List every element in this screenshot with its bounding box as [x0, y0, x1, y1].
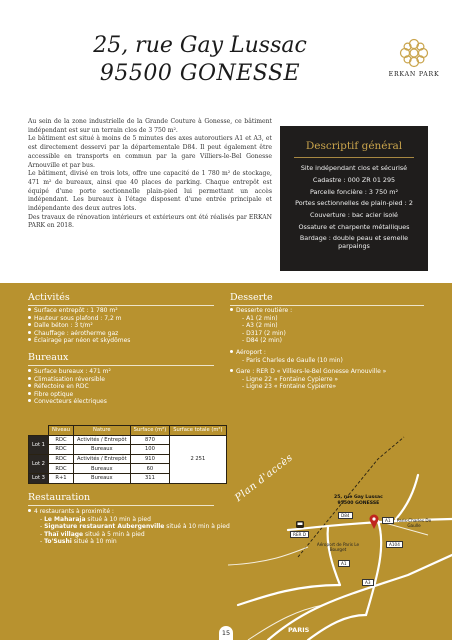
list-item-text: A1 (2 min) — [246, 314, 278, 322]
bureaux-list — [28, 368, 111, 406]
list-item-text: Gare : RER D « Villiers-le-Bel Gonesse Arnouville » — [236, 368, 387, 376]
list-item: - A1 (2 min) — [242, 314, 278, 322]
list-item — [28, 398, 111, 406]
table-cell: RDC — [48, 464, 73, 474]
table-cell: 870 — [130, 435, 170, 445]
descriptif-box — [280, 126, 428, 271]
ornament-icon — [399, 38, 429, 68]
bourget-label: Aéroport de Paris Le Bourget — [316, 542, 360, 552]
list-item: - D317 (2 min) — [242, 329, 286, 337]
lot-cell: Lot 2 — [29, 454, 49, 473]
list-item-text: Paris Charles de Gaulle (10 min) — [246, 356, 343, 364]
table-cell: Bureaux — [74, 473, 131, 483]
map-address — [334, 495, 383, 506]
bullet-icon — [28, 392, 31, 395]
location-pin-icon — [370, 515, 379, 530]
list-item: - D84 (2 min) — [242, 337, 282, 345]
intro-paragraph: Des travaux de rénovation intérieurs et extérieurs ont été réalisés par ERKAN PARK en 2018. — [28, 213, 272, 230]
bullet-icon — [28, 308, 31, 311]
list-item — [28, 307, 130, 315]
list-item-text: A3 (2 min) — [246, 322, 278, 330]
descriptif-item: Portes sectionnelles de plain-pied : 2 — [295, 199, 413, 208]
restaurant-name: Le Maharaja — [44, 515, 86, 523]
list-item-text: Aéroport : — [236, 348, 266, 356]
list-item-text: 4 restaurants à proximité : — [34, 508, 114, 515]
lot-cell: Lot 3 — [29, 473, 49, 483]
table-cell: 60 — [130, 464, 170, 474]
list-item-text: Chauffage : aérotherme gaz — [34, 329, 119, 337]
access-map — [228, 435, 452, 640]
bullet-icon — [28, 369, 31, 372]
restaurant-name: To'Sushi — [44, 538, 72, 546]
list-item-text: Dalle béton : 3 t/m² — [34, 322, 93, 330]
bullet-icon — [28, 377, 31, 380]
table-cell: Bureaux — [74, 464, 131, 474]
desserte-list — [230, 307, 386, 391]
title-street: 25, rue Gay Lussac — [93, 33, 307, 58]
map-address-line: 95500 GONESSE — [337, 500, 380, 506]
divider — [230, 305, 424, 306]
a3-label: A3 — [362, 579, 374, 586]
page-number: 15 — [219, 626, 233, 640]
restaurant-name: Signature restaurant Aubergenville — [44, 523, 165, 531]
intro-paragraph: Le bâtiment est situé à moins de 5 minutes des axes autoroutiers A1 et A3, et est directement desservi par la départementale D84. Il peut également être accessible en transports en commun par la gare Villiers-le-Bel Gonesse Arnouville et par bus. — [28, 135, 272, 169]
descriptif-item: Site indépendant clos et sécurisé — [300, 164, 408, 172]
list-item-text: Desserte routière : — [236, 307, 293, 314]
descriptif-item: Bardage : double peau et semelle parpaings — [299, 233, 409, 250]
divider — [28, 365, 214, 366]
total-cell: 2 251 — [170, 435, 226, 483]
table-header-cell: Niveau — [48, 426, 73, 436]
table-cell: 100 — [130, 445, 170, 455]
list-item-text: Climatisation réversible — [34, 375, 105, 383]
descriptif-item: Parcelle foncière : 3 750 m² — [309, 187, 399, 196]
list-item: - Ligne 23 « Fontaine Cypierre» — [242, 383, 337, 391]
bullet-icon — [28, 323, 31, 326]
lot-cell: Lot 1 — [29, 435, 49, 454]
title-city: 95500 GONESSE — [99, 61, 301, 86]
intro-text — [28, 118, 272, 231]
list-item — [28, 508, 230, 516]
list-item — [28, 337, 130, 345]
table-cell: RDC — [48, 435, 73, 445]
surface-table — [28, 425, 227, 484]
a1-label: A1 — [338, 560, 350, 567]
paris-label: PARIS — [288, 626, 310, 634]
list-item — [28, 391, 111, 399]
list-item: - To'Sushi situé à 10 min — [40, 538, 117, 546]
list-item — [230, 349, 386, 357]
list-item-text: Convecteurs électriques — [34, 398, 107, 406]
bullet-icon — [230, 308, 233, 311]
a1-label: A1 — [382, 517, 394, 524]
table-header-cell — [29, 426, 49, 436]
bullet-icon — [28, 384, 31, 387]
table-header-cell: Nature — [74, 426, 131, 436]
table-cell: R+1 — [48, 473, 73, 483]
divider — [294, 157, 414, 158]
page-title — [60, 32, 340, 88]
list-item-text: Surface bureaux : 471 m² — [34, 368, 111, 375]
list-item-text: Éclairage par néon et skydômes — [34, 337, 131, 345]
list-item: - Thaï village situé à 5 min à pied — [40, 530, 145, 538]
restauration-list — [28, 508, 230, 546]
map-roads — [228, 435, 452, 640]
list-item-text: Surface entrepôt : 1 780 m² — [34, 307, 118, 314]
bullet-icon — [28, 338, 31, 341]
cdg-label: Paris-Charles De Gaulle — [396, 518, 432, 528]
list-item-text: Ligne 22 « Fontaine Cypierre » — [246, 375, 339, 383]
map-address-line: 25, rue Gay Lussac — [334, 495, 383, 500]
a104-label: A104 — [386, 541, 403, 548]
rer-label: RER D — [290, 531, 309, 538]
list-item: - Le Maharaja situé à 10 min à pied — [40, 515, 151, 523]
table-row — [29, 435, 227, 445]
list-item: - Signature restaurant Aubergenville situé à 10 min à pied — [40, 523, 230, 531]
list-item-text: Réfectoire en RDC — [34, 383, 89, 391]
table-cell: 311 — [130, 473, 170, 483]
table-header-cell: Surface totale (m²) — [170, 426, 226, 436]
table-cell: Activités / Entrepôt — [74, 454, 131, 464]
bullet-icon — [28, 331, 31, 334]
desserte-title: Desserte — [230, 292, 273, 303]
erkan-park-logo — [388, 38, 440, 78]
list-item — [28, 383, 111, 391]
list-item-text: Hauteur sous plafond : 7,2 m — [34, 314, 122, 322]
table-cell: 910 — [130, 454, 170, 464]
intro-paragraph: Au sein de la zone industrielle de la Grande Couture à Gonesse, ce bâtiment indépendant est sur un terrain clos de 3 750 m². — [28, 118, 272, 134]
bullet-icon — [28, 399, 31, 402]
descriptif-item: Couverture : bac acier isolé — [310, 211, 398, 220]
intro-paragraph: Le bâtiment, divisé en trois lots, offre une capacité de 1 780 m² de stockage, 471 m² de bureaux, ainsi que 40 places de parking. Chaque entrepôt est équipé d'une porte sectionnelle plain-pied lui permettant un accès indépendant. Les bureaux à l'étage disposent d'une entrée principale et indépendante des deux autres lots. — [28, 170, 272, 213]
restaurant-detail: situé à 10 min à pied — [85, 515, 151, 523]
list-item: - Ligne 22 « Fontaine Cypierre » — [242, 375, 339, 383]
restaurant-detail: situé à 10 min — [71, 538, 117, 546]
divider — [28, 305, 214, 306]
activites-title: Activités — [28, 292, 70, 303]
bullet-icon — [230, 350, 233, 353]
list-item-text: D317 (2 min) — [246, 329, 286, 337]
map-title: Plan d'accès — [233, 452, 296, 504]
descriptif-item: Ossature et charpente métalliques — [298, 222, 410, 231]
list-item — [230, 307, 386, 315]
list-item — [28, 322, 130, 330]
bullet-icon — [28, 316, 31, 319]
descriptif-title: Descriptif général — [305, 140, 403, 152]
list-item-text: Fibre optique — [34, 390, 74, 398]
table-header-row — [29, 426, 227, 436]
restaurant-detail: situé à 5 min à pied — [83, 530, 145, 538]
list-item — [28, 315, 130, 323]
bullet-icon — [28, 509, 31, 512]
table-cell: RDC — [48, 445, 73, 455]
table-cell: RDC — [48, 454, 73, 464]
bureaux-title: Bureaux — [28, 352, 69, 363]
brand-name: ERKAN PARK — [388, 71, 440, 78]
bullet-icon — [230, 369, 233, 372]
restaurant-detail: situé à 10 min à pied — [164, 523, 230, 531]
list-item — [28, 368, 111, 376]
descriptif-list — [280, 163, 428, 250]
list-item: - Paris Charles de Gaulle (10 min) — [242, 356, 343, 364]
table-cell: Activités / Entrepôt — [74, 435, 131, 445]
activites-list — [28, 307, 130, 345]
divider — [28, 505, 214, 506]
descriptif-item: Cadastre : 000 ZR 01 295 — [312, 175, 396, 184]
list-item-text: Ligne 23 « Fontaine Cypierre» — [246, 383, 337, 391]
list-item — [28, 376, 111, 384]
restauration-title: Restauration — [28, 492, 91, 503]
list-item: - A3 (2 min) — [242, 322, 278, 330]
d84-label: D84 — [338, 512, 353, 519]
list-item-text: D84 (2 min) — [246, 337, 282, 345]
train-icon — [296, 521, 304, 528]
table-cell: Bureaux — [74, 445, 131, 455]
restaurant-name: Thaï village — [44, 530, 84, 538]
list-item — [230, 368, 386, 376]
table-header-cell: Surface (m²) — [130, 426, 170, 436]
